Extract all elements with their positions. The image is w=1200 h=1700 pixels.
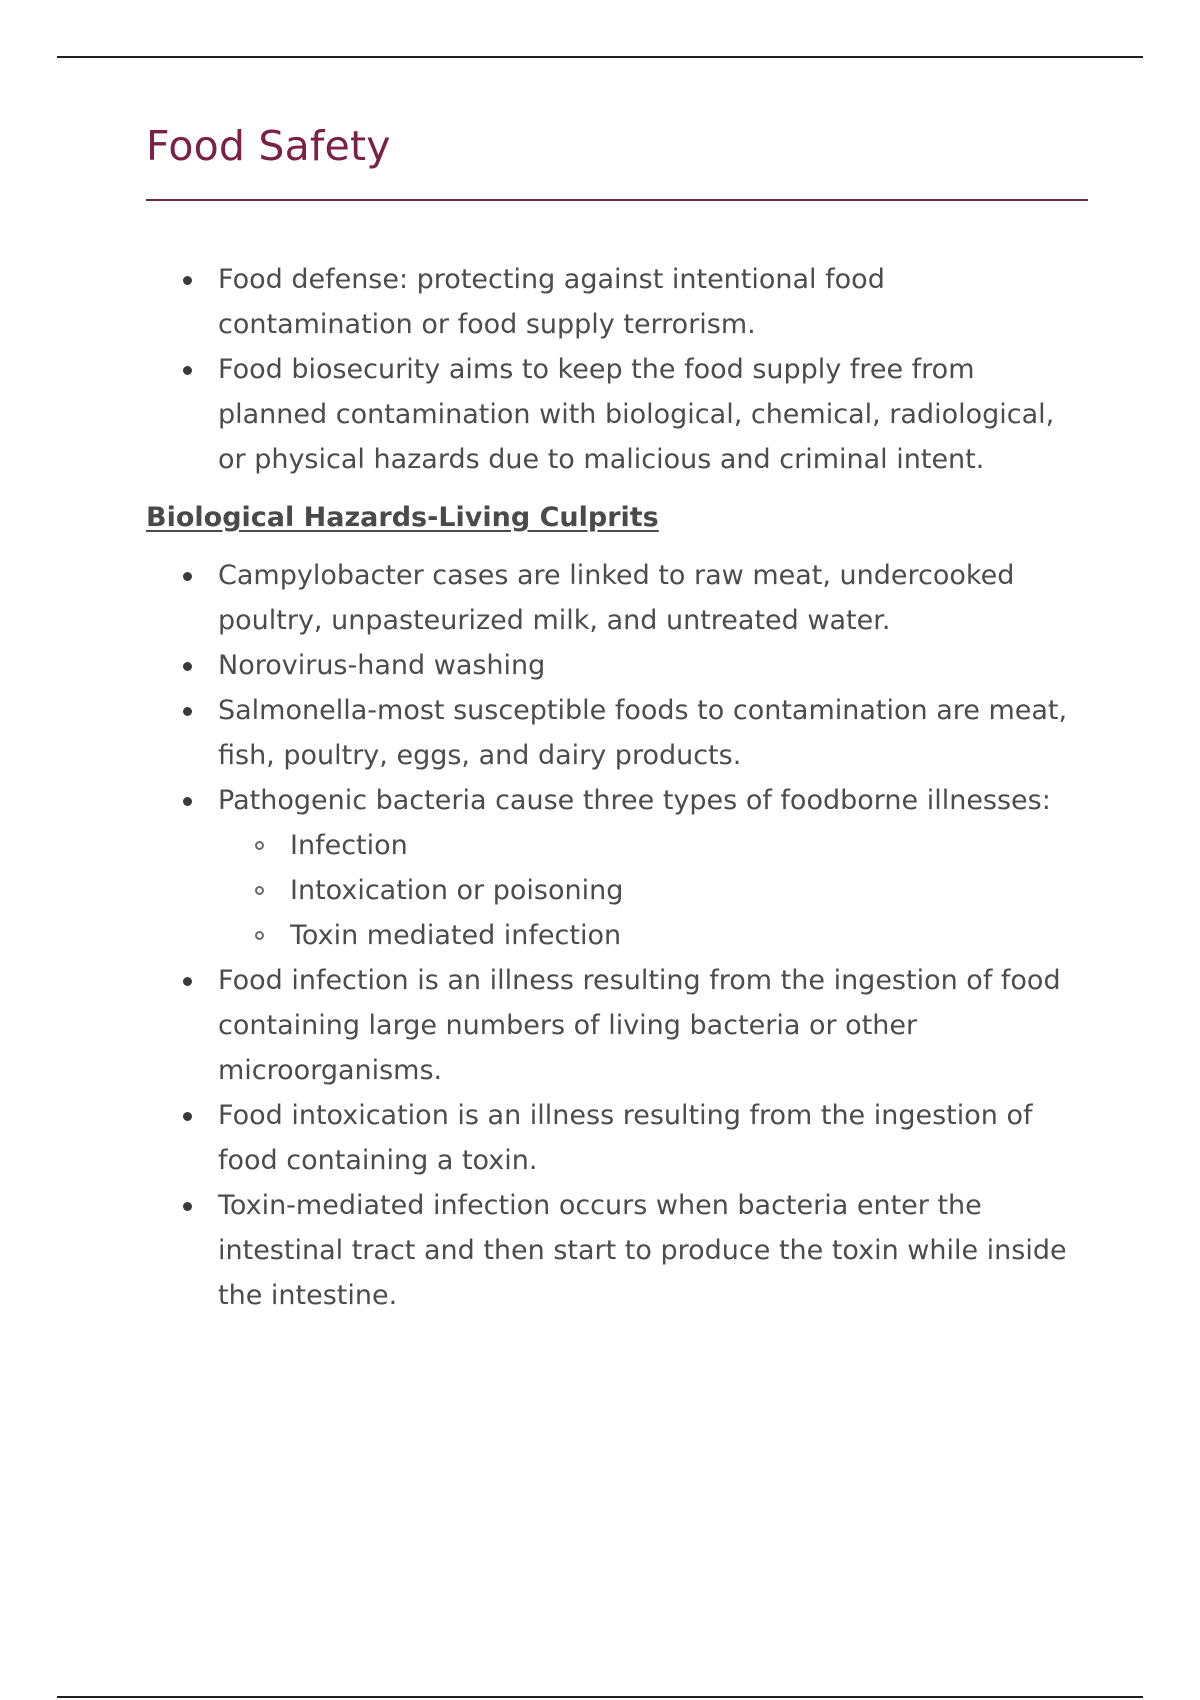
list-item-text: Food defense: protecting against intentional food contamination or food supply terrorism. [218, 264, 885, 340]
list-item [146, 643, 1088, 688]
list-item [146, 257, 1088, 347]
bullet-icon [183, 276, 192, 285]
sublist-item-text: Infection [290, 830, 408, 861]
bullet-icon [183, 977, 192, 986]
sublist-item [218, 823, 1088, 868]
biological-hazards-list [146, 553, 1088, 1318]
bullet-icon [183, 572, 192, 581]
list-item [146, 1183, 1088, 1318]
list-item [146, 1093, 1088, 1183]
list-item-text: Campylobacter cases are linked to raw meat, undercooked poultry, unpasteurized milk, and untreated water. [218, 560, 1015, 636]
bullet-icon [183, 366, 192, 375]
list-item-text: Food infection is an illness resulting from the ingestion of food containing large numbers of living bacteria or other microorganisms. [218, 965, 1061, 1086]
sublist-item [218, 868, 1088, 913]
list-item-text: Food biosecurity aims to keep the food supply free from planned contamination with biological, chemical, radiological, or physical hazards due to malicious and criminal intent. [218, 354, 1055, 475]
page-top-rule [57, 56, 1143, 58]
section-heading: Biological Hazards-Living Culprits [146, 502, 659, 533]
sublist-item-text: Intoxication or poisoning [290, 875, 624, 906]
illness-types-sublist [218, 823, 1088, 958]
title-underline-rule [146, 199, 1088, 201]
list-item-text: Toxin-mediated infection occurs when bacteria enter the intestinal tract and then start to produce the toxin while inside the intestine. [218, 1190, 1067, 1311]
circle-bullet-icon [255, 886, 264, 895]
list-item [146, 553, 1088, 643]
list-item [146, 347, 1088, 482]
list-item-text: Norovirus-hand washing [218, 650, 546, 681]
list-item [146, 688, 1088, 778]
sublist-item-text: Toxin mediated infection [290, 920, 622, 951]
list-item-text: Salmonella-most susceptible foods to contamination are meat, fish, poultry, eggs, and dairy products. [218, 695, 1068, 771]
circle-bullet-icon [255, 931, 264, 940]
page-bottom-rule [57, 1696, 1143, 1698]
bullet-icon [183, 797, 192, 806]
bullet-icon [183, 1112, 192, 1121]
list-item-text: Pathogenic bacteria cause three types of foodborne illnesses: [218, 785, 1051, 816]
bullet-icon [183, 707, 192, 716]
page-title: Food Safety [146, 122, 391, 170]
intro-bullet-list [146, 257, 1088, 482]
circle-bullet-icon [255, 841, 264, 850]
sublist-item [218, 913, 1088, 958]
list-item [146, 778, 1088, 958]
list-item-text: Food intoxication is an illness resulting from the ingestion of food containing a toxin. [218, 1100, 1033, 1176]
bullet-icon [183, 1202, 192, 1211]
bullet-icon [183, 662, 192, 671]
list-item [146, 958, 1088, 1093]
